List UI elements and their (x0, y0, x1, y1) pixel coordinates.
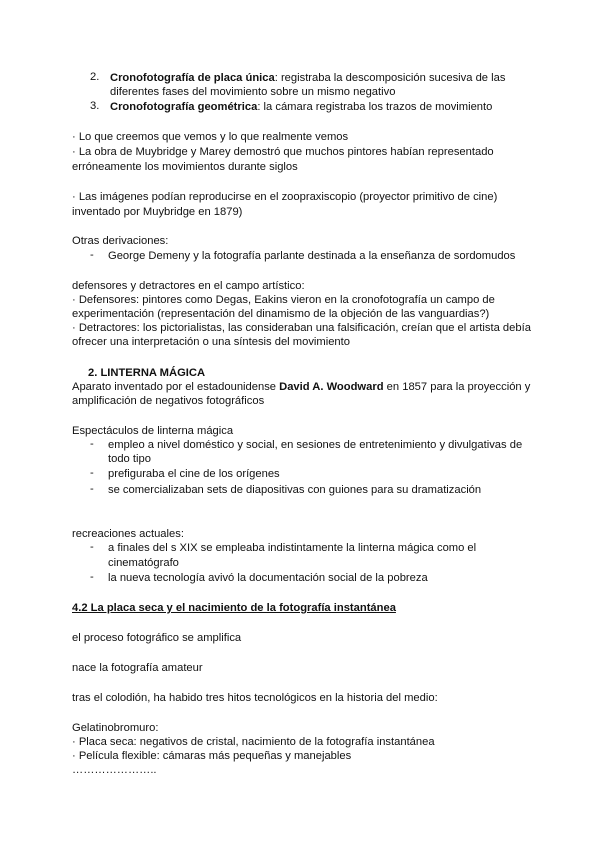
paragraph-line: erróneamente los movimientos durante siglos (72, 161, 298, 173)
paragraph-line: el proceso fotográfico se amplifica (72, 632, 242, 644)
paragraph-line: · La obra de Muybridge y Marey demostró que muchos pintores habían representado (72, 146, 494, 158)
paragraph-line: · Las imágenes podían reproducirse en el zoopraxiscopio (proyector primitivo de cine) (72, 191, 498, 203)
paragraph-line: inventado por Muybridge en 1879) (72, 206, 243, 218)
paragraph-line: · Detractores: los pictorialistas, las consideraban una falsificación, creían que el artista debía (72, 322, 531, 334)
list-item-cronofotografia-placa: Cronofotografía de placa única: registraba la descomposición sucesiva de las (110, 72, 506, 84)
paragraph-line: amplificación de negativos fotográficos (72, 395, 265, 407)
list-item-continuation: diferentes fases del movimiento sobre un mismo negativo (110, 86, 396, 98)
section-heading-4-2: 4.2 La placa seca y el nacimiento de la fotografía instantánea (72, 602, 396, 614)
list-item: empleo a nivel doméstico y social, en sesiones de entretenimiento y divulgativas de (108, 439, 523, 451)
paragraph-line: nace la fotografía amateur (72, 662, 203, 674)
dash-bullet: - (90, 467, 94, 479)
section-heading: 2. LINTERNA MÁGICA (88, 367, 206, 379)
recre-heading: recreaciones actuales: (72, 528, 184, 540)
paragraph-line: tras el colodión, ha habido tres hitos tecnológicos en la historia del medio: (72, 692, 438, 704)
dash-bullet: - (90, 483, 94, 495)
list-item: la nueva tecnología avivó la documentación social de la pobreza (108, 572, 428, 584)
list-item-cronofotografia-geometrica: Cronofotografía geométrica: la cámara registraba los trazos de movimiento (110, 101, 493, 113)
paragraph-line: ofrecer una interpretación o una síntesis del movimiento (72, 336, 350, 348)
list-item: a finales del s XIX se empleaba indistintamente la linterna mágica como el (108, 542, 477, 554)
dash-bullet: - (90, 438, 94, 450)
paragraph-line: · Lo que creemos que vemos y lo que realmente vemos (72, 131, 349, 143)
paragraph-line: experimentación (representación del dinamismo de la objeción de las vanguardias?) (72, 308, 490, 320)
dash-bullet: - (90, 541, 94, 553)
paragraph-line: · Película flexible: cámaras más pequeñas y manejables (72, 750, 352, 762)
dash-bullet: - (90, 571, 94, 583)
list-item: George Demeny y la fotografía parlante destinada a la enseñanza de sordomudos (108, 250, 516, 262)
list-item-continuation: todo tipo (108, 453, 151, 465)
list-item-continuation: cinematógrafo (108, 557, 179, 569)
paragraph-line: Aparato inventado por el estadounidense David A. Woodward en 1857 para la proyección y (72, 381, 531, 393)
list-item: se comercializaban sets de diapositivas con guiones para su dramatización (108, 484, 482, 496)
espect-heading: Espectáculos de linterna mágica (72, 425, 234, 437)
list-number: 2. (90, 71, 100, 83)
gelatino-heading: Gelatinobromuro: (72, 722, 159, 734)
list-item: prefiguraba el cine de los orígenes (108, 468, 280, 480)
dash-bullet: - (90, 249, 94, 261)
paragraph-line: · Defensores: pintores como Degas, Eakins vieron en la cronofotografía un campo de (72, 294, 495, 306)
paragraph-line: defensores y detractores en el campo artístico: (72, 280, 305, 292)
ellipsis-line: ………………….. (72, 764, 157, 776)
otras-heading: Otras derivaciones: (72, 235, 169, 247)
paragraph-line: · Placa seca: negativos de cristal, nacimiento de la fotografía instantánea (72, 736, 435, 748)
list-number: 3. (90, 100, 100, 112)
